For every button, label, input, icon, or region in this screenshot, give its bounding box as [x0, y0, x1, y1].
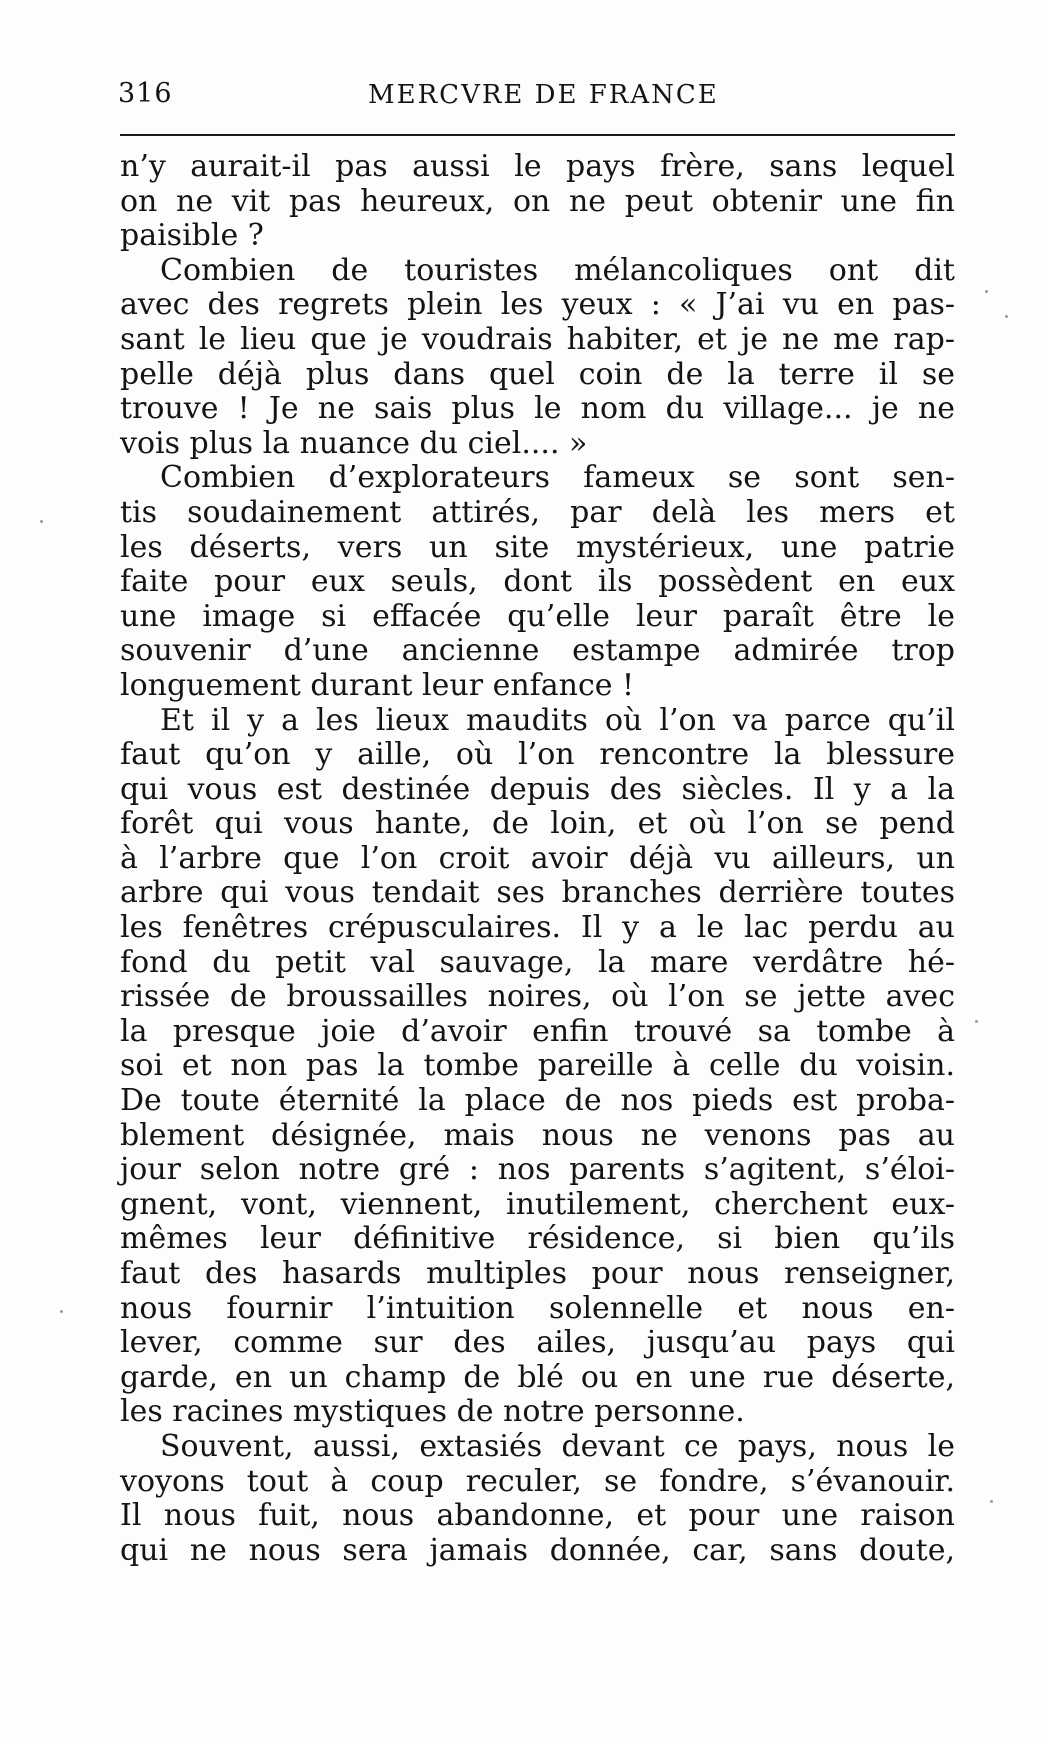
- text-line: une image si effacée qu’elle leur paraît être le: [120, 598, 955, 634]
- text-line: De toute éternité la place de nos pieds est proba-: [120, 1083, 955, 1119]
- text-line: vois plus la nuance du ciel.... »: [120, 425, 588, 461]
- scan-speck: [60, 1310, 63, 1313]
- scan-speck: [1005, 315, 1008, 318]
- text-line: Il nous fuit, nous abandonne, et pour une raison: [120, 1498, 955, 1534]
- text-line: blement désignée, mais nous ne venons pas au: [120, 1117, 955, 1153]
- text-line: souvenir d’une ancienne estampe admirée trop: [120, 633, 955, 669]
- scan-speck: [985, 290, 988, 293]
- text-line: les déserts, vers un site mystérieux, une patrie: [120, 529, 955, 565]
- text-line: voyons tout à coup reculer, se fondre, s’évanouir.: [120, 1463, 955, 1499]
- paragraph-start-line: Souvent, aussi, extasiés devant ce pays, nous le: [160, 1428, 955, 1464]
- scan-speck: [40, 520, 43, 523]
- text-line: garde, en un champ de blé ou en une rue déserte,: [120, 1359, 955, 1395]
- text-line: avec des regrets plein les yeux : « J’ai vu en pas-: [120, 287, 955, 323]
- text-line: gnent, vont, viennent, inutilement, cherchent eux-: [120, 1186, 955, 1222]
- header-rule: [120, 134, 955, 136]
- text-line: qui ne nous sera jamais donnée, car, sans doute,: [120, 1532, 955, 1568]
- page-number: 316: [118, 78, 173, 109]
- text-line: fond du petit val sauvage, la mare verdâtre hé-: [120, 944, 955, 980]
- body-text: [120, 150, 955, 1568]
- text-line: qui vous est destinée depuis des siècles. Il y a la: [120, 771, 955, 807]
- text-line: rissée de broussailles noires, où l’on se jette avec: [120, 979, 955, 1015]
- text-line: tis soudainement attirés, par delà les mers et: [120, 494, 955, 530]
- text-line: forêt qui vous hante, de loin, et où l’on se pend: [120, 806, 955, 842]
- paragraph-start-line: Et il y a les lieux maudits où l’on va parce qu’il: [160, 702, 955, 738]
- text-line: on ne vit pas heureux, on ne peut obtenir une fin: [120, 183, 955, 219]
- text-line: faut qu’on y aille, où l’on rencontre la blessure: [120, 737, 955, 773]
- text-line: nous fournir l’intuition solennelle et nous en-: [120, 1290, 955, 1326]
- paragraph-start-line: Combien de touristes mélancoliques ont dit: [160, 252, 955, 288]
- text-line: trouve ! Je ne sais plus le nom du village... je ne: [120, 391, 955, 427]
- text-line: soi et non pas la tombe pareille à celle du voisin.: [120, 1048, 955, 1084]
- text-line: la presque joie d’avoir enfin trouvé sa tombe à: [120, 1013, 955, 1049]
- text-line: paisible ?: [120, 218, 264, 254]
- text-line: longuement durant leur enfance !: [120, 667, 635, 703]
- text-line: les fenêtres crépusculaires. Il y a le lac perdu au: [120, 910, 955, 946]
- text-line: les racines mystiques de notre personne.: [120, 1394, 745, 1430]
- running-title: MERCVRE DE FRANCE: [368, 80, 719, 110]
- text-line: lever, comme sur des ailes, jusqu’au pays qui: [120, 1325, 955, 1361]
- text-line: mêmes leur définitive résidence, si bien qu’ils: [120, 1221, 955, 1257]
- paragraph-start-line: Combien d’explorateurs fameux se sont sen-: [160, 460, 955, 496]
- text-line: faut des hasards multiples pour nous renseigner,: [120, 1256, 955, 1291]
- text-line: jour selon notre gré : nos parents s’agitent, s’éloi-: [120, 1152, 955, 1188]
- text-line: à l’arbre que l’on croit avoir déjà vu ailleurs, un: [120, 840, 955, 876]
- text-line: pelle déjà plus dans quel coin de la terre il se: [120, 356, 955, 392]
- scan-speck: [990, 1500, 993, 1503]
- page-header: [118, 78, 960, 118]
- text-line: faite pour eux seuls, dont ils possèdent en eux: [120, 564, 955, 600]
- text-line: arbre qui vous tendait ses branches derrière toutes: [120, 875, 955, 911]
- scan-speck: [975, 1020, 978, 1023]
- text-line: n’y aurait-il pas aussi le pays frère, sans lequel: [120, 149, 955, 184]
- text-line: sant le lieu que je voudrais habiter, et je ne me rap-: [120, 321, 955, 357]
